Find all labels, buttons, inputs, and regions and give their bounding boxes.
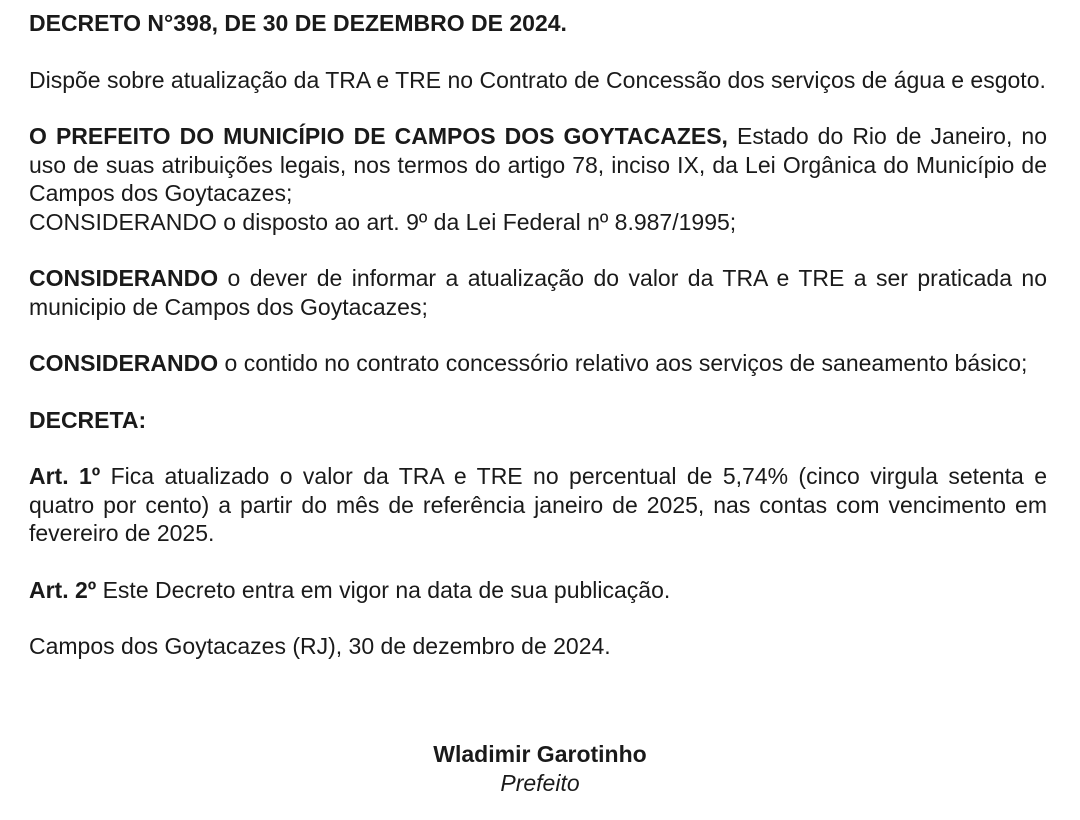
article-1	[29, 462, 1047, 548]
considering-keyword: CONSIDERANDO	[29, 265, 219, 291]
decree-document	[29, 9, 1047, 689]
considering-paragraph-3	[29, 349, 1047, 378]
place-date: Campos dos Goytacazes (RJ), 30 de dezembro de 2024.	[29, 633, 611, 659]
considering-text: o contido no contrato concessório relativo aos serviços de saneamento básico;	[218, 350, 1028, 376]
article-2-label: Art. 2º	[29, 576, 97, 603]
considering-paragraph-2	[29, 264, 1047, 321]
preamble-paragraph	[29, 122, 1047, 208]
signature-block	[0, 740, 1080, 798]
article-1-label: Art. 1º	[29, 463, 101, 489]
decree-title: DECRETO N°398, DE 30 DE DEZEMBRO DE 2024.	[29, 10, 567, 36]
considering-paragraph-1: CONSIDERANDO o disposto ao art. 9º da Lei Federal nº 8.987/1995;	[29, 208, 737, 235]
article-1-text: Fica atualizado o valor da TRA e TRE no percentual de 5,74% (cinco virgula setenta e quatro por cento) a partir do mês de referência janeiro de 2025, nas contas com vencimento em fevereiro de 2025.	[29, 463, 1047, 546]
signatory-role: Prefeito	[500, 770, 580, 796]
preamble-authority: O PREFEITO DO MUNICÍPIO DE CAMPOS DOS GOYTACAZES,	[29, 123, 728, 149]
decreta-heading: DECRETA:	[29, 406, 147, 433]
decree-summary: Dispõe sobre atualização da TRA e TRE no Contrato de Concessão dos serviços de água e esgoto.	[29, 66, 1046, 93]
preamble-text: Estado do Rio de Janeiro, no uso de suas atribuições legais, nos termos do artigo 78, inciso IX, da Lei Orgânica do Município de Campos dos Goytacazes;	[29, 123, 1047, 206]
considering-text: o dever de informar a atualização do valor da TRA e TRE a ser praticada no municipio de Campos dos Goytacazes;	[29, 265, 1047, 320]
considering-keyword: CONSIDERANDO	[29, 350, 219, 376]
signatory-name: Wladimir Garotinho	[433, 741, 647, 767]
article-2-text: Este Decreto entra em vigor na data de sua publicação.	[96, 576, 671, 603]
article-2	[29, 576, 1047, 605]
